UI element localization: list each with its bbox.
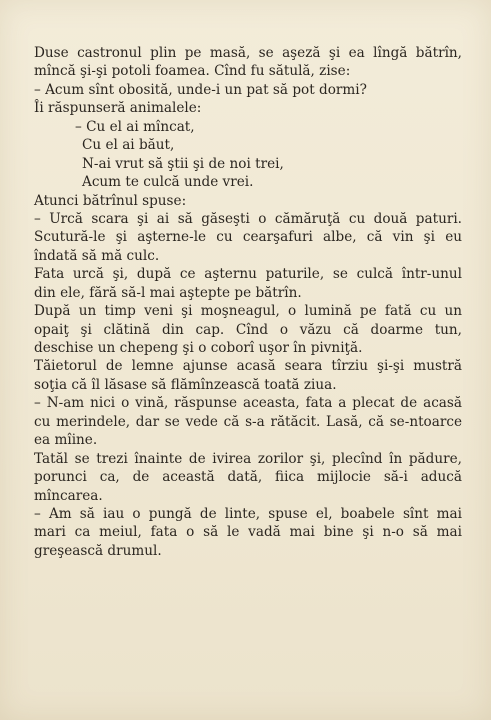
- text-line: mîncă şi-şi potoli foamea. Cînd fu sătulă, zise:: [34, 63, 351, 80]
- text-line: porunci ca, de această dată, fiica mijlocie să-i aducă: [34, 469, 462, 486]
- text-line: – N-am nici o vină, răspunse aceasta, fata a plecat de acasă: [34, 395, 462, 412]
- text-line: Tăietorul de lemne ajunse acasă seara tîrziu şi-şi mustră: [34, 358, 462, 375]
- verse-line: Cu el ai băut,: [82, 137, 175, 154]
- text-line: – Am să iau o pungă de linte, spuse el, boabele sînt mai: [34, 505, 462, 522]
- text-line: – Urcă scara şi ai să găseşti o cămăruţă cu două paturi.: [34, 210, 462, 227]
- page-text: [34, 44, 462, 560]
- verse-line: Acum te culcă unde vrei.: [82, 174, 254, 191]
- verse-line: N-ai vrut să ştii şi de noi trei,: [82, 155, 284, 172]
- text-line: Tatăl se trezi înainte de ivirea zorilor şi, plecînd în pădure,: [34, 450, 462, 467]
- text-line: deschise un chepeng şi o coborî uşor în pivniţă.: [34, 340, 363, 356]
- text-line: Atunci bătrînul spuse:: [34, 192, 187, 209]
- text-line: îndată să mă culc.: [34, 247, 160, 264]
- text-line: mari ca meiul, fata o să le vadă mai bine şi n-o să mai: [34, 524, 462, 541]
- text-line: ea mîine.: [34, 432, 98, 449]
- verse-line: – Cu el ai mîncat,: [75, 118, 195, 135]
- text-line: Scutură-le şi aşterne-le cu cearşafuri albe, că vin şi eu: [34, 229, 462, 246]
- text-line: cu merindele, dar se vede că s-a rătăcit. Lasă, că se-ntoarce: [34, 413, 462, 430]
- text-line: opaiţ şi clătină din cap. Cînd o văzu că doarme tun,: [34, 321, 462, 338]
- text-line: Duse castronul plin pe masă, se aşeză şi ea lîngă bătrîn,: [34, 45, 462, 61]
- text-line: – Acum sînt obosită, unde-i un pat să pot dormi?: [34, 81, 367, 98]
- text-line: mîncarea.: [34, 487, 103, 504]
- text-line: soţia că îl lăsase să flămînzească toată ziua.: [34, 376, 337, 393]
- text-line: din ele, fără să-l mai aştepte pe bătrîn.: [34, 284, 302, 301]
- text-line: greşească drumul.: [34, 542, 162, 559]
- text-line: După un timp veni şi moşneagul, o lumină pe fată cu un: [34, 303, 462, 320]
- text-line: Fata urcă şi, după ce aşternu paturile, se culcă într-unul: [34, 266, 462, 283]
- text-line: Îi răspunseră animalele:: [34, 100, 202, 117]
